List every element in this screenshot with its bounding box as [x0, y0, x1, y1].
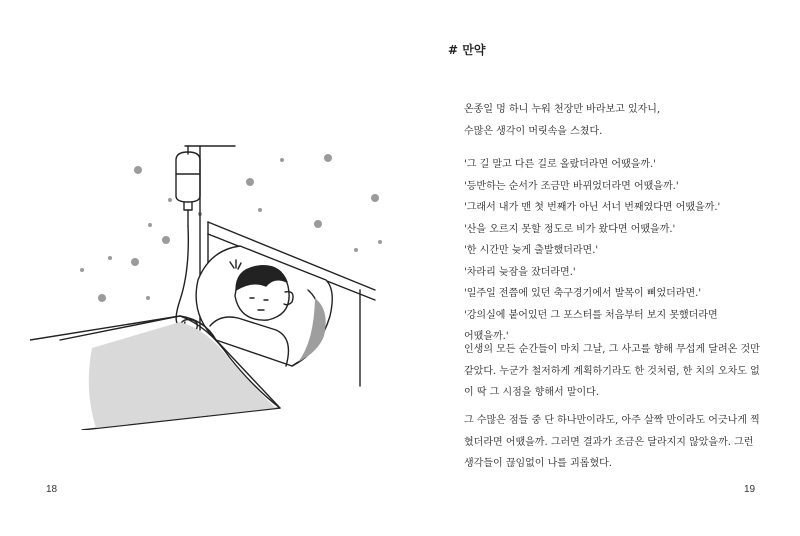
page-number-right: 19	[744, 484, 756, 495]
quote-line: 어땠을까.'	[464, 331, 509, 342]
quote-line: '차라리 늦잠을 잤더라면.'	[464, 266, 576, 278]
page-number-left: 18	[46, 484, 58, 495]
quote-line: '그래서 내가 맨 첫 번째가 아닌 서너 번째였다면 어땠을까.'	[464, 202, 721, 213]
quote-line: '일주일 전쯤에 있던 축구경기에서 발목이 삐었더라면.'	[464, 288, 702, 299]
quote-list	[464, 154, 794, 348]
quote-line: '그 길 말고 다른 길로 올랐더라면 어땠을까.'	[464, 159, 656, 170]
quote-line: '등반하는 순서가 조금만 바뀌었더라면 어땠을까.'	[464, 180, 679, 192]
text-line: 그 수많은 점들 중 단 하나만이라도, 아주 살짝 만이라도 어긋나게 찍	[464, 415, 760, 426]
text-line: 혔더라면 어땠을까. 그러면 결과가 조금은 달라지지 않았을까. 그런	[464, 436, 754, 448]
text-line: 생각들이 끊임없이 나를 괴롭혔다.	[464, 458, 612, 469]
text-line: 온종일 멍 하니 누워 천장만 바라보고 있자니,	[464, 104, 661, 115]
quote-line: '산을 오르지 못할 정도로 비가 왔다면 어땠을까.'	[464, 223, 676, 235]
section-heading: # 만약	[448, 43, 486, 57]
quote-line: '한 시간만 늦게 출발했더라면.'	[464, 245, 599, 256]
right-page	[400, 0, 800, 536]
quote-line: '강의실에 붙어있던 그 포스터를 처음부터 보지 못했더라면	[464, 309, 718, 321]
hospital-bed-illustration	[30, 130, 400, 430]
paragraph-2	[464, 339, 794, 404]
text-line: 인생의 모든 순간들이 마치 그날, 그 사고를 향해 무섭게 달려온 것만	[464, 344, 760, 355]
text-line: 이 딱 그 시점을 향해서 말이다.	[464, 387, 599, 398]
paragraph-1	[464, 99, 794, 142]
text-line: 같았다. 누군가 철저하게 계획하기라도 한 것처럼, 한 치의 오차도 없	[464, 365, 760, 377]
paragraph-3	[464, 410, 794, 475]
text-line: 수많은 생각이 머릿속을 스쳤다.	[464, 125, 603, 137]
